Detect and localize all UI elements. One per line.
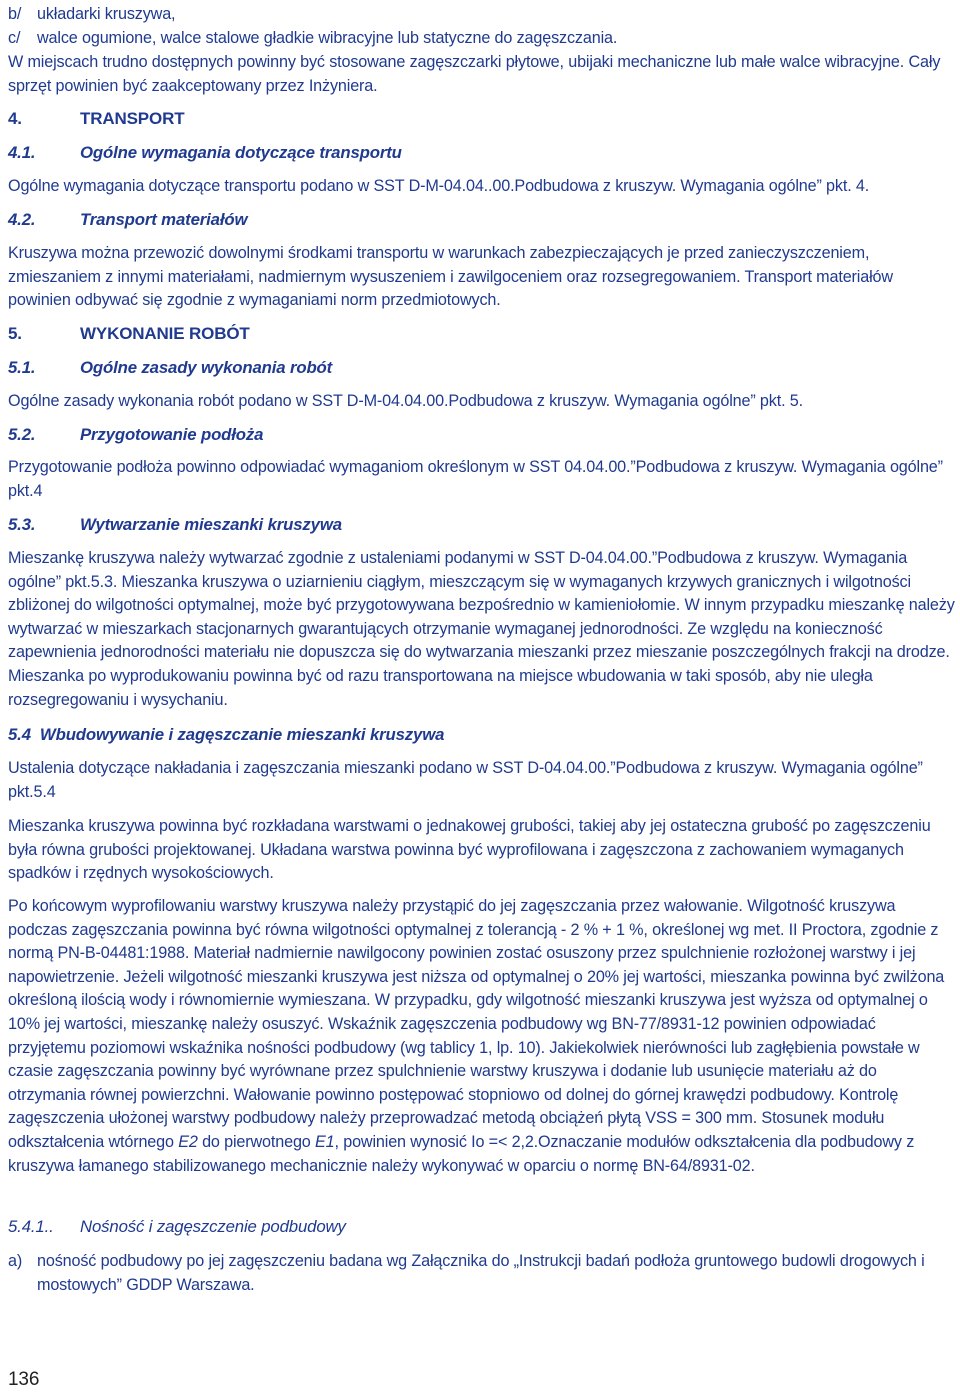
section-number: 5.4: [8, 725, 31, 744]
list-marker: c/: [8, 29, 21, 47]
section-heading-4: [8, 107, 956, 131]
list-item: [8, 1250, 956, 1297]
text-run: Po końcowym wyprofilowaniu warstwy kruszywa należy przystąpić do jej zagęszczania przez wałowanie. Wilgotność kruszywa podczas zagęszczania powinna być równa wilgotności optymalnej z tolerancją - 2 % + 1 %, określonej wg met. II Proctora, zgodnie z normą PN-B-04481:1988. Materiał nadmiernie nawilgocony powinien zostać osuszony przez spulchnienie rozłożonej warstwy i jej napowietrzenie. Jeżeli wilgotność mieszanki kruszywa jest niższa od optymalnej o 20% jej wartości, mieszanka powinna być zwilżona określoną ilością wody i równomiernie wymieszana. W przypadku, gdy wilgotność mieszanki kruszywa jest wyższa od optymalnej o 10% jej wartości, mieszankę należy osuszyć. Wskaźnik zagęszczenia podbudowy wg BN-77/8931-12 powinien odpowiadać przyjętemu poziomowi wskaźnika nośności podbudowy (wg tablicy 1, lp. 10). Jakiekolwiek nierówności lub zagłębienia powstałe w czasie zagęszczania powinny być wyrównane przez spulchnienie warstwy kruszywa i dodanie lub usunięcie materiału aż do otrzymania równej powierzchni. Wałowanie powinno postępować stopniowo od dolnej do górnej krawędzi podbudowy. Kontrolę zagęszczenia ułożonej warstwy podbudowy należy przeprowadzać metodą obciążeń płytą VSS = 300 mm. Stosunek modułu odkształcenia wtórnego: [8, 897, 945, 1151]
section-heading-5-2: [8, 423, 956, 447]
paragraph-5-3: Mieszankę kruszywa należy wytwarzać zgodnie z ustaleniami podanymi w SST D-04.04.00.”Podbudowa z kruszyw. Wymagania ogólne” pkt.5.3. Mieszanka kruszywa o uziarnieniu ciągłym, mieszczącym się w wymaganych krzywych granicznych i wilgotności zbliżonej do wilgotności optymalnej, może być przygotowywana bezpośrednio w kamieniołomie. W innym przypadku mieszankę należy wytwarzać w mieszarkach stacjonarnych gwarantujących otrzymanie wymaganej jednorodności. Ze względu na konieczność zapewnienia jednorodności materiału nie dopuszcza się do wytwarzania mieszanki przez mieszanie poszczególnych frakcji na drodze. Mieszanka po wyprodukowaniu powinna być od razu transportowana na miejsce wbudowania w taki sposób, aby nie uległa rozsegregowaniu i wysychaniu.: [8, 549, 955, 709]
text-run: , powinien wynosić Io =< 2,2.Oznaczanie modułów odkształcenia dla podbudowy z kruszywa łamanego stabilizowanego mechanicznie należy wykonywać w oparciu o normę BN-64/8931-02.: [8, 1132, 915, 1175]
list-text: nośność podbudowy po jej zagęszczeniu badana wg Załącznika do „Instrukcji badań podłoża gruntowego budowli drogowych i mostowych” GDDP Warszawa.: [37, 1252, 925, 1294]
section-title: Wytwarzanie mieszanki kruszywa: [80, 515, 342, 534]
section-number: 4.2.: [8, 210, 36, 229]
section-title: WYKONANIE ROBÓT: [80, 324, 250, 343]
paragraph-4-2: Kruszywa można przewozić dowolnymi środkami transportu w warunkach zabezpieczających je przed zanieczyszczeniem, zmieszaniem z innymi materiałami, nadmiernym wysuszeniem i zawilgoceniem oraz rozsegregowaniem. Transport materiałów powinien odbywać się zgodnie z wymaganiami norm przedmiotowych.: [8, 244, 893, 310]
text-run: do pierwotnego: [197, 1132, 316, 1151]
section-title: Wbudowywanie i zagęszczanie mieszanki kruszywa: [39, 725, 445, 744]
list-marker: b/: [8, 5, 22, 23]
section-title: TRANSPORT: [80, 109, 185, 128]
section-heading-5-4-1: [8, 1215, 956, 1239]
modulus-e1: E1: [315, 1132, 335, 1151]
list-item: [8, 27, 956, 51]
paragraph-5-2: Przygotowanie podłoża powinno odpowiadać wymaganiom określonym w SST 04.04.00.”Podbudowa z kruszyw. Wymagania ogólne” pkt.4: [8, 458, 943, 500]
section-number: 5.2.: [8, 425, 36, 444]
paragraph-5-4-a: Ustalenia dotyczące nakładania i zagęszczania mieszanki podano w SST D-04.04.00.”Podbudowa z kruszyw. Wymagania ogólne” pkt.5.4: [8, 759, 923, 801]
section-number: 4.1.: [8, 143, 36, 162]
section-heading-4-2: [8, 208, 956, 232]
section-heading-5: [8, 322, 956, 346]
page-number: 136: [8, 1369, 40, 1390]
list-item: [8, 3, 956, 27]
section-title: Ogólne wymagania dotyczące transportu: [80, 143, 402, 162]
section-number: 5.: [8, 324, 22, 343]
section-number: 5.1.: [8, 358, 36, 377]
section-title: Ogólne zasady wykonania robót: [80, 358, 333, 377]
section-heading-5-3: [8, 513, 956, 537]
list-marker: a): [8, 1252, 23, 1270]
paragraph-5-4-c: [8, 895, 956, 1178]
list-text: układarki kruszywa,: [37, 5, 176, 23]
section-number: 4.: [8, 109, 22, 128]
section-title: Przygotowanie podłoża: [80, 425, 264, 444]
section-title: Nośność i zagęszczenie podbudowy: [80, 1217, 346, 1236]
paragraph-5-1: Ogólne zasady wykonania robót podano w SST D-M-04.04.00.Podbudowa z kruszyw. Wymagania ogólne” pkt. 5.: [8, 392, 803, 410]
paragraph-5-4-b: Mieszanka kruszywa powinna być rozkładana warstwami o jednakowej grubości, takiej aby jej ostateczna grubość po zagęszczeniu była równa grubości projektowanej. Układana warstwa powinna być wyprofilowana i zagęszczona z zachowaniem wymaganych spadków i rzędnych wysokościowych.: [8, 817, 931, 883]
section-title: Transport materiałów: [80, 210, 248, 229]
paragraph-4-1: Ogólne wymagania dotyczące transportu podano w SST D-M-04.04..00.Podbudowa z kruszyw. Wymagania ogólne” pkt. 4.: [8, 177, 870, 195]
list-text: walce ogumione, walce stalowe gładkie wibracyjne lub statyczne do zagęszczania.: [37, 29, 618, 47]
section-heading-4-1: [8, 141, 956, 165]
section-heading-5-4: [8, 723, 956, 747]
section-number: 5.3.: [8, 515, 36, 534]
paragraph-equipment: W miejscach trudno dostępnych powinny być stosowane zagęszczarki płytowe, ubijaki mechaniczne lub małe walce wibracyjne. Cały sprzęt powinien być zaakceptowany przez Inżyniera.: [8, 53, 941, 95]
section-heading-5-1: [8, 356, 956, 380]
modulus-e2: E2: [178, 1132, 198, 1151]
section-number: 5.4.1..: [8, 1217, 54, 1236]
